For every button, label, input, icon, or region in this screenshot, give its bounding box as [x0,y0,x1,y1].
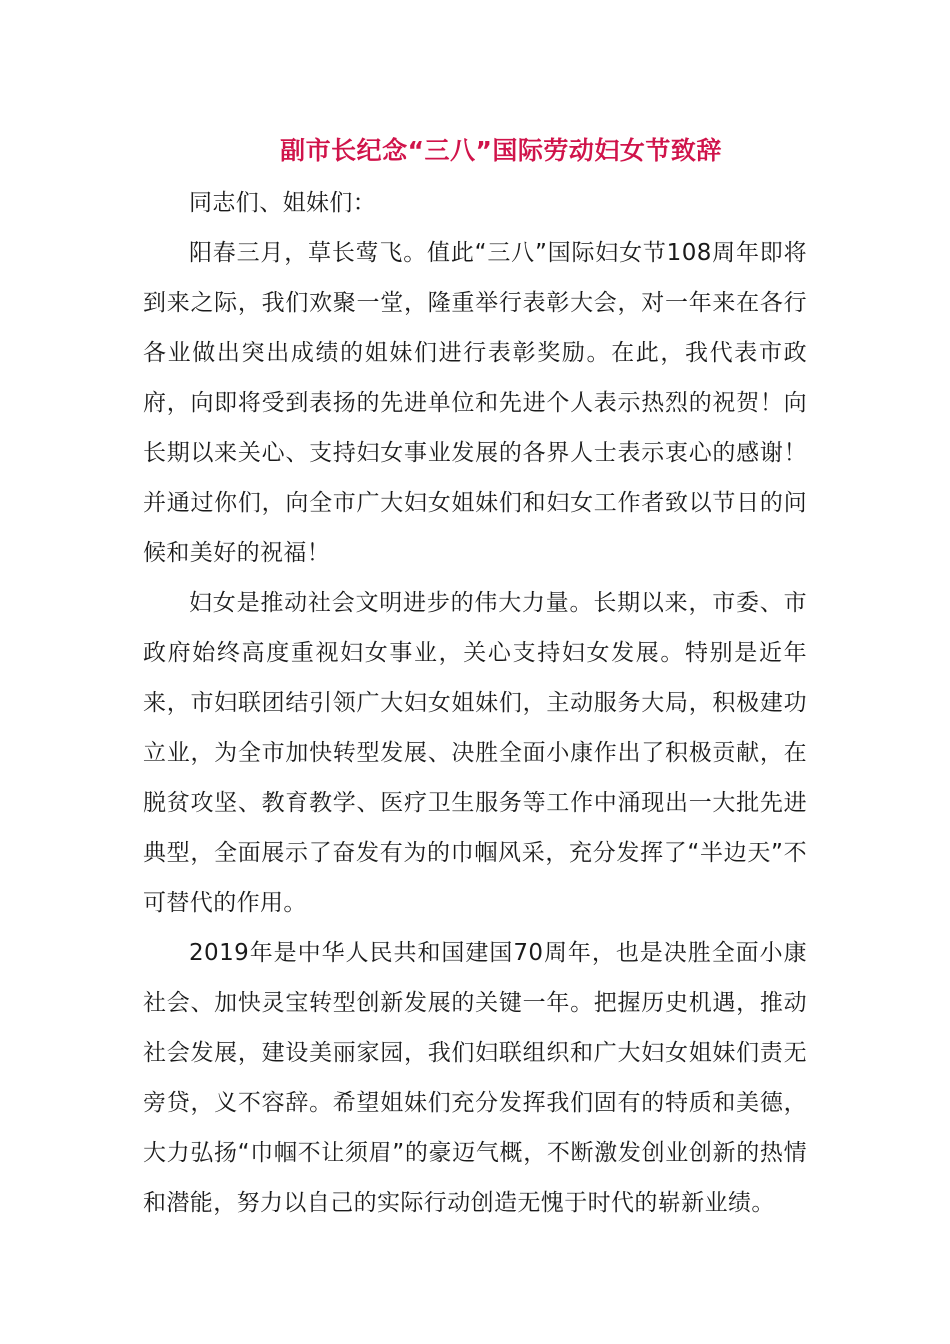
paragraph-1: 阳春三月，草长莺飞。值此“三八”国际妇女节108周年即将到来之际，我们欢聚一堂，隆重举行表彰大会，对一年来在各行各业做出突出成绩的姐妹们进行表彰奖励。在此，我代表市政府，向即将受到表扬的先进单位和先进个人表示热烈的祝贺！向长期以来关心、支持妇女事业发展的各界人士表示衷心的感谢！并通过你们，向全市广大妇女姐妹们和妇女工作者致以节日的问候和美好的祝福！ [143,240,807,566]
document-title: 副市长纪念“三八”国际劳动妇女节致辞 [280,136,722,165]
paragraph-3: 2019年是中华人民共和国建国70周年，也是决胜全面小康社会、加快灵宝转型创新发展的关键一年。把握历史机遇，推动社会发展，建设美丽家园，我们妇联组织和广大妇女姐妹们责无旁贷，义不容辞。希望姐妹们充分发挥我们固有的特质和美德，大力弘扬“巾帼不让须眉”的豪迈气概，不断激发创业创新的热情和潜能，努力以自己的实际行动创造无愧于时代的崭新业绩。 [143,940,807,1216]
paragraph-2: 妇女是推动社会文明进步的伟大力量。长期以来，市委、市政府始终高度重视妇女事业，关心支持妇女发展。特别是近年来，市妇联团结引领广大妇女姐妹们，主动服务大局，积极建功立业，为全市加快转型发展、决胜全面小康作出了积极贡献，在脱贫攻坚、教育教学、医疗卫生服务等工作中涌现出一大批先进典型，全面展示了奋发有为的巾帼风采，充分发挥了“半边天”不可替代的作用。 [143,590,807,916]
document-body [143,178,807,1228]
salutation: 同志们、姐妹们： [189,190,377,216]
